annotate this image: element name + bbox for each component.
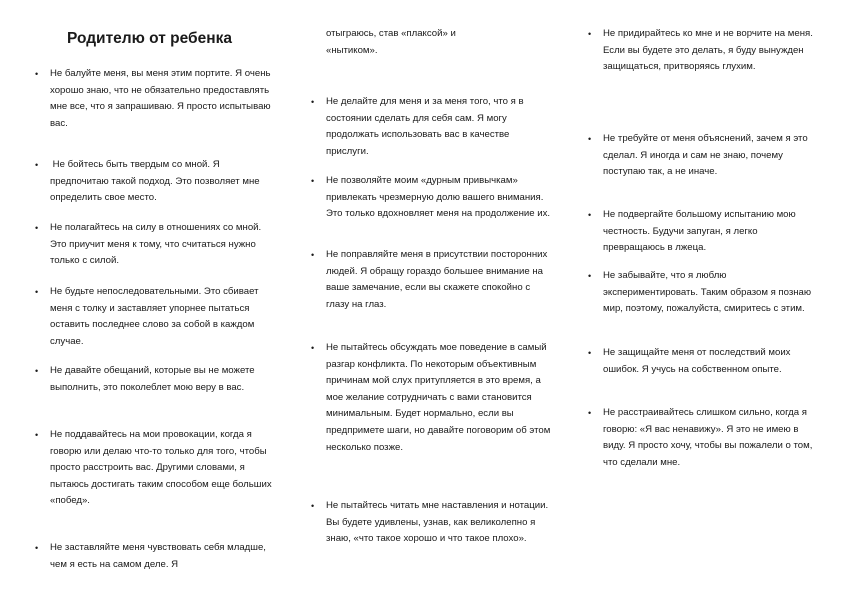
bullet: • (35, 430, 39, 440)
list-item-text: Не поддавайтесь на мои провокации, когда я говорю или делаю что-то только для того, чтобы просто расстроить вас. Другими словами, я пытаюсь достигать таким способом еще больших «побед». (50, 429, 272, 507)
bullet: • (311, 343, 315, 353)
bullet: • (35, 223, 39, 233)
list-item (311, 173, 552, 223)
list-item-text: Не давайте обещаний, которые вы не можете выполнить, это поколеблет мою веру в вас. (50, 365, 255, 393)
list-item (311, 340, 552, 456)
bullet: • (588, 348, 592, 358)
bullet: • (311, 97, 315, 107)
list-item (35, 220, 272, 270)
list-item (311, 498, 552, 548)
list-item-text: Не придирайтесь ко мне и не ворчите на меня. Если вы будете это делать, я буду вынужден защищаться, притворяясь глухим. (603, 28, 813, 73)
list-item (35, 540, 272, 573)
list-item-text: Не делайте для меня и за меня того, что я в состоянии сделать для себя сам. Я могу продолжать использовать вас в качестве прислуги. (326, 96, 524, 157)
continuation-text-body: отыграюсь, став «плаксой» и «нытиком». (326, 28, 456, 56)
bullet: • (588, 134, 592, 144)
list-item-text: Не требуйте от меня объяснений, зачем я это сделал. Я иногда и сам не знаю, почему поступаю так, а не иначе. (603, 133, 808, 178)
list-item-text: Не забывайте, что я люблю экспериментировать. Таким образом я познаю мир, поэтому, пожалуйста, смиритесь с этим. (603, 270, 812, 315)
list-item-text: Не поправляйте меня в присутствии посторонних людей. Я обращу гораздо большее внимание на ваше замечание, если вы скажете спокойно с глазу на глаз. (326, 249, 548, 310)
bullet: • (35, 69, 39, 79)
list-item-text: Не расстраивайтесь слишком сильно, когда я говорю: «Я вас ненавижу». Я это не имею в виду. Я просто хочу, чтобы вы пожалели о том, что сделали мне. (603, 407, 813, 468)
list-item (588, 268, 821, 318)
bullet: • (588, 408, 592, 418)
bullet: • (588, 210, 592, 220)
list-item (35, 363, 272, 396)
bullet: • (311, 501, 315, 511)
list-item-text: Не позволяйте моим «дурным привычкам» привлекать чрезмерную долю вашего внимания. Это только вдохновляет меня на продолжение их. (326, 175, 551, 220)
list-item (588, 207, 821, 257)
list-item-text: Не будьте непоследовательными. Это сбивает меня с толку и заставляет упорнее пытаться оставить последнее слово за собой в каждом случае. (50, 286, 259, 347)
list-item-text: Не балуйте меня, вы меня этим портите. Я очень хорошо знаю, что не обязательно предоставлять мне все, что я запрашиваю. Я просто испытываю вас. (50, 68, 271, 129)
bullet: • (35, 366, 39, 376)
page-title: Родителю от ребенка (67, 30, 232, 47)
list-item (35, 157, 272, 207)
list-item-text: Не бойтесь быть твердым со мной. Я предпочитаю такой подход. Это позволяет мне определить свое место. (50, 159, 263, 204)
bullet: • (311, 176, 315, 186)
bullet: • (35, 160, 39, 170)
list-item (35, 66, 272, 132)
bullet: • (35, 287, 39, 297)
bullet: • (311, 250, 315, 260)
list-item (35, 427, 272, 510)
list-item (35, 284, 272, 350)
bullet: • (35, 543, 39, 553)
continuation-text (326, 26, 496, 59)
list-item (588, 131, 821, 181)
list-item-text: Не заставляйте меня чувствовать себя младше, чем я есть на самом деле. Я (50, 542, 266, 570)
list-item-text: Не пытайтесь читать мне наставления и нотации. Вы будете удивлены, узнав, как великолепно я знаю, «что такое хорошо и что такое плохо». (326, 500, 549, 545)
bullet: • (588, 271, 592, 281)
list-item (588, 345, 821, 378)
list-item-text: Не защищайте меня от последствий моих ошибок. Я учусь на собственном опыте. (603, 347, 791, 375)
list-item (311, 247, 552, 313)
list-item (588, 405, 821, 471)
list-item-text: Не подвергайте большому испытанию мою честность. Будучи запуган, я легко превращаюсь в лжеца. (603, 209, 796, 254)
list-item-text: Не пытайтесь обсуждать мое поведение в самый разгар конфликта. По некоторым объективным причинам мой слух притупляется в это время, а мое желание сотрудничать с вами становится минимальным. Будет нормально, если вы предпримете шаги, но давайте поговорим об этом несколько позже. (326, 342, 551, 453)
bullet: • (588, 29, 592, 39)
list-item (311, 94, 552, 160)
list-item-text: Не полагайтесь на силу в отношениях со мной. Это приучит меня к тому, что считаться нужно только с силой. (50, 222, 262, 267)
list-item (588, 26, 821, 76)
